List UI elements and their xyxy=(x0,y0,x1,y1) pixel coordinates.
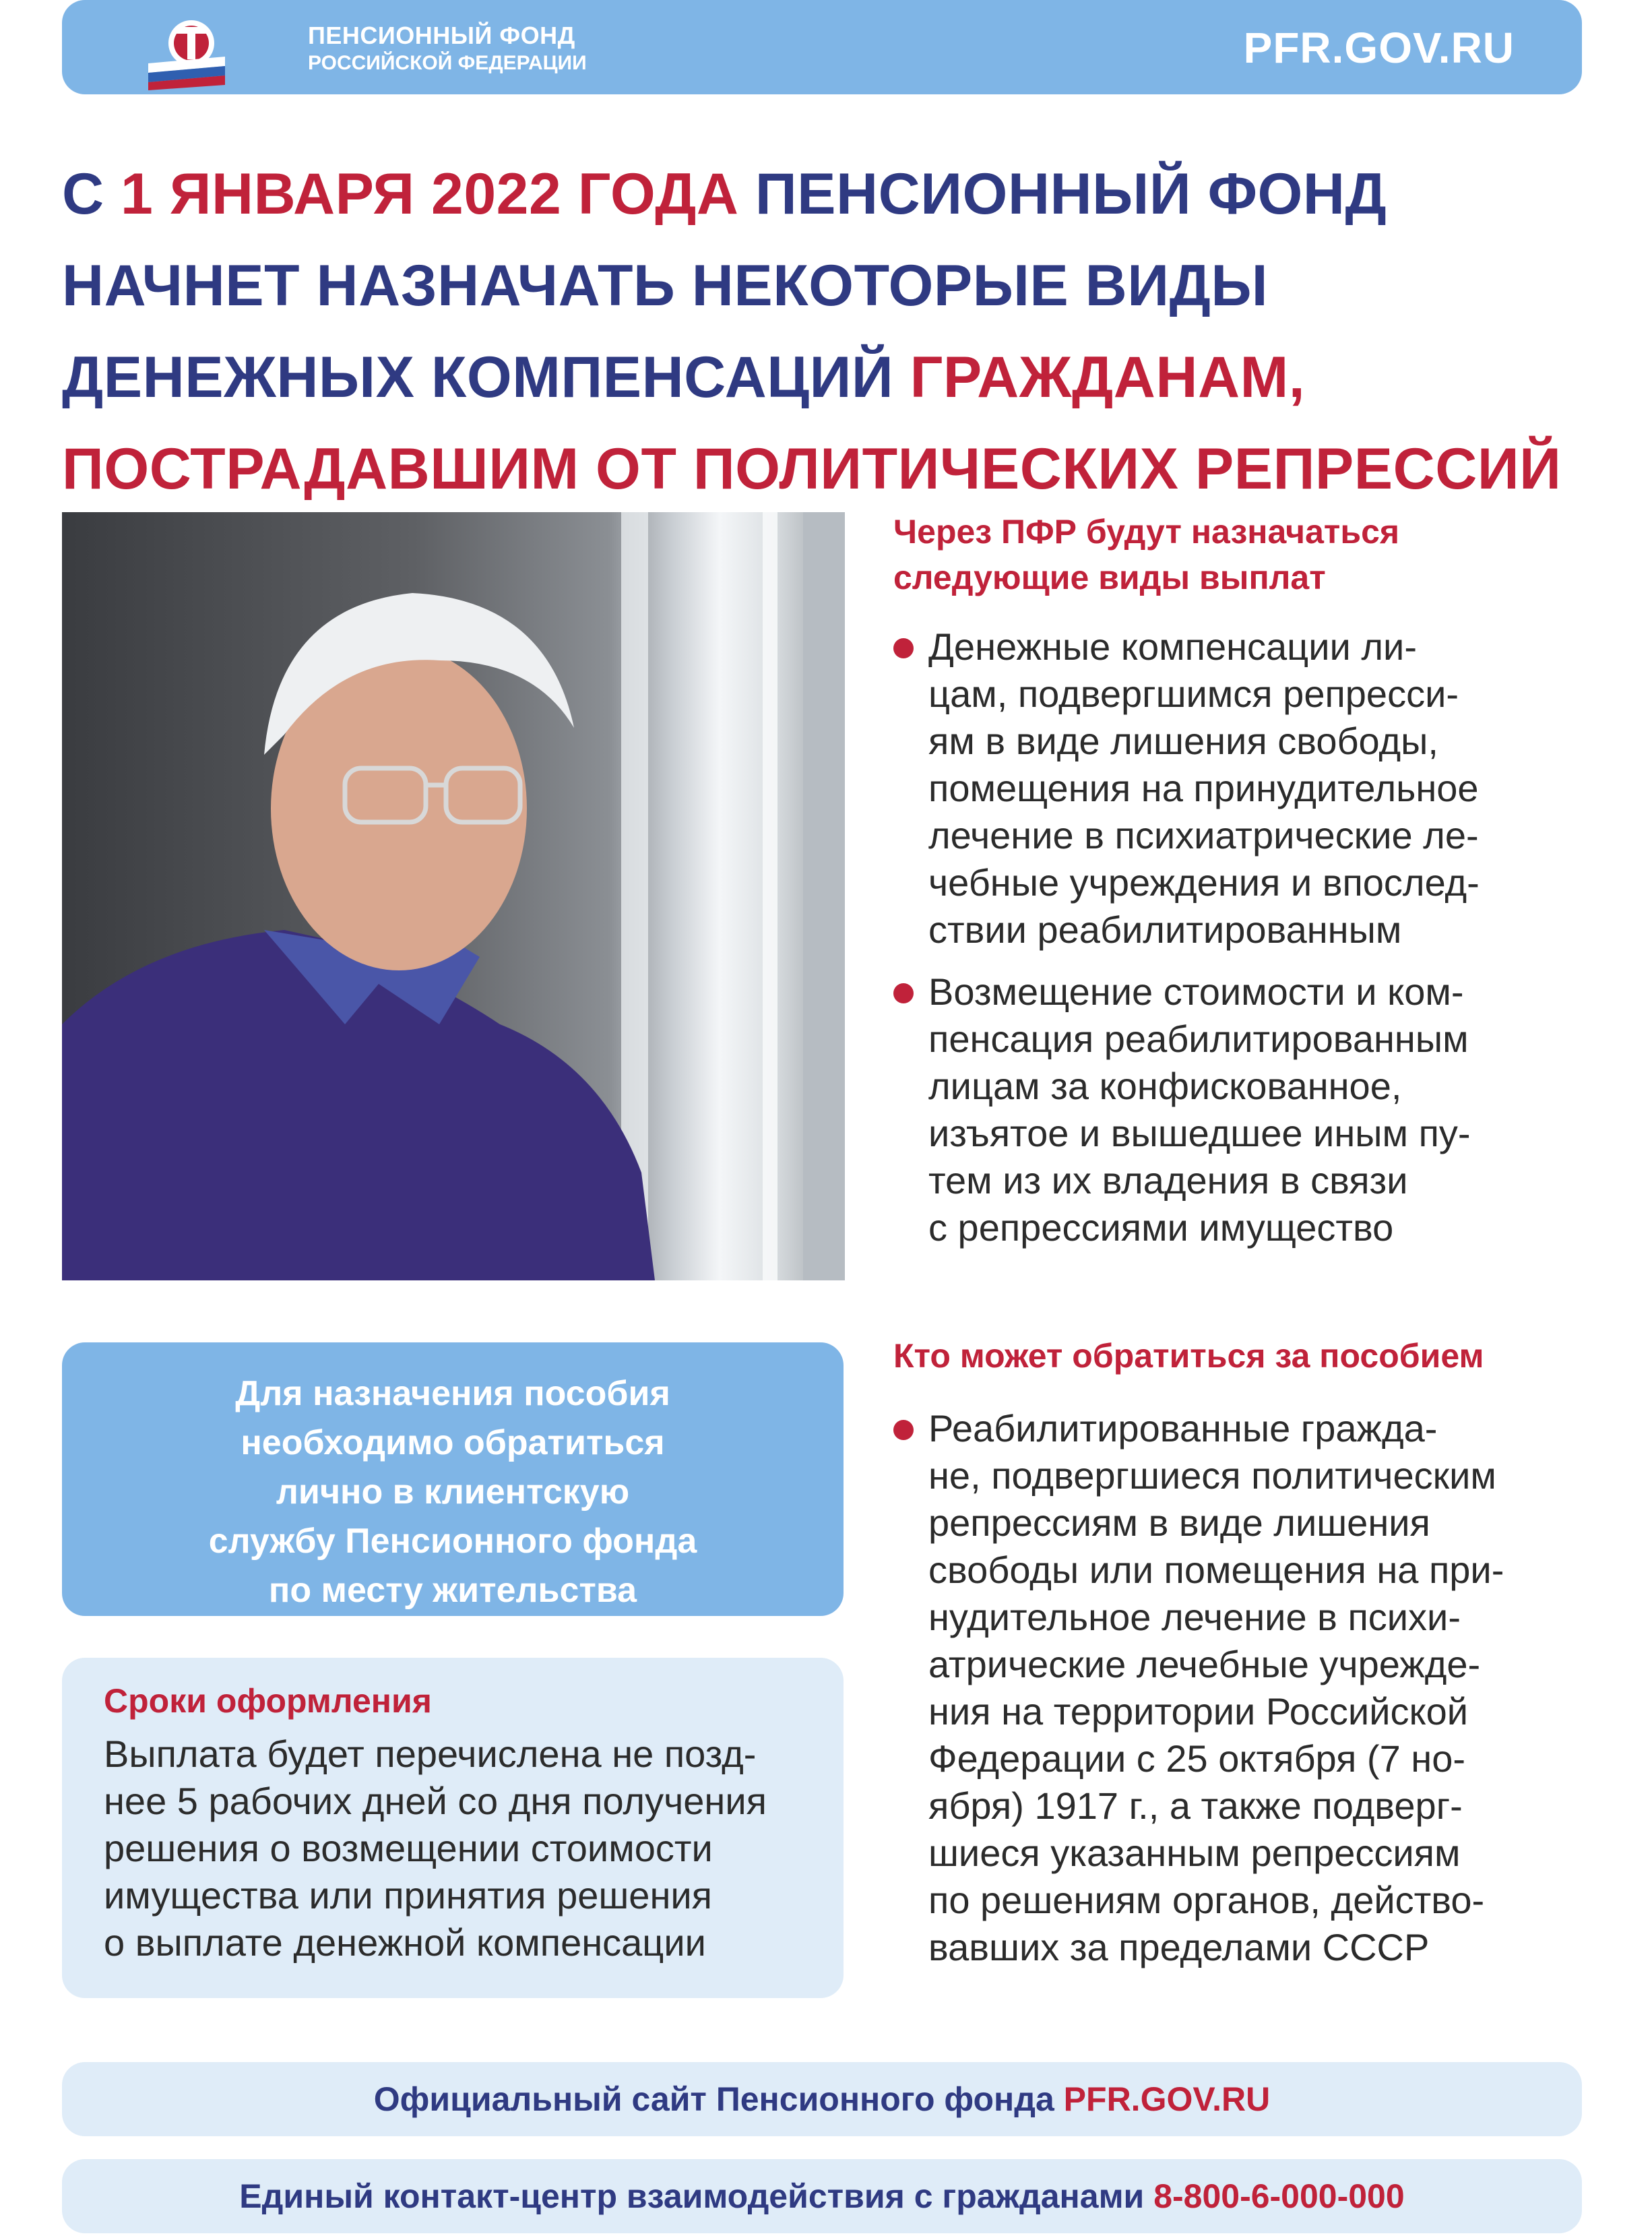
terms-title: Сроки оформления xyxy=(104,1682,432,1720)
footer-site-link[interactable]: PFR.GOV.RU xyxy=(1063,2080,1271,2118)
elderly-man-photo xyxy=(62,512,845,1280)
eligibility-item-text: Реабилитированные гражда- не, подвергшиеся политическим репрессиям в виде лишения свободы или помещения на при- нудительное лечение в психи- атрические лечебные учрежде- ния на территории Российской Федерации с 25 октября (7 но- ября) 1917 г., а также подверг- шиеся указанным репрессиям по решениям органов, действо- вавших за пределами СССР xyxy=(928,1407,1504,1968)
headline-line2: НАЧНЕТ НАЗНАЧАТЬ НЕКОТОРЫЕ ВИДЫ xyxy=(62,253,1269,318)
payments-list xyxy=(893,623,1594,1266)
headline-line3-part1: ДЕНЕЖНЫХ КОМПЕНСАЦИЙ xyxy=(62,345,910,410)
org-name-line2: РОССИЙСКОЙ ФЕДЕРАЦИИ xyxy=(308,52,587,74)
eligibility-list xyxy=(893,1405,1594,1986)
eligibility-title: Кто может обратиться за пособием xyxy=(893,1337,1484,1375)
bullet-dot-icon xyxy=(893,638,914,658)
footer-phone-label: Единый контакт-центр взаимодействия с гражданами xyxy=(239,2177,1154,2215)
photo-illustration xyxy=(62,512,845,1280)
footer-site-label: Официальный сайт Пенсионного фонда xyxy=(373,2080,1064,2118)
page-headline xyxy=(62,148,1612,515)
footer-site-bar xyxy=(62,2062,1582,2136)
headline-line1-part3: ПЕНСИОННЫЙ ФОНД xyxy=(738,162,1387,226)
org-name xyxy=(308,20,587,76)
payments-item-text: Возмещение стоимости и ком- пенсация реабилитированным лицам за конфискованное, изъятое и вышедшее иным пу- тем из их владения в связи с репрессиями имущество xyxy=(928,970,1471,1249)
header-site-link[interactable]: PFR.GOV.RU xyxy=(1243,24,1515,72)
list-item xyxy=(893,623,1594,954)
terms-body: Выплата будет перечислена не позд- нее 5 рабочих дней со дня получения решения о возмещении стоимости имущества или принятия решения о выплате денежной компенсации xyxy=(104,1733,767,1964)
payments-title: Через ПФР будут назначаться следующие виды выплат xyxy=(893,513,1400,596)
list-item xyxy=(893,1405,1594,1971)
headline-date: 1 ЯНВАРЯ 2022 ГОДА xyxy=(121,162,739,226)
terms-box xyxy=(62,1658,844,1998)
headline-line1-part1: С xyxy=(62,162,121,226)
bullet-dot-icon xyxy=(893,1420,914,1440)
payments-item-text: Денежные компенсации ли- цам, подвергшимся репресси- ям в виде лишения свободы, помещения на принудительное лечение в психиатрические ле- чебные учреждения и впослед- ствии реабилитированным xyxy=(928,625,1480,951)
footer-phone-bar xyxy=(62,2159,1582,2233)
footer-phone-number[interactable]: 8-800-6-000-000 xyxy=(1153,2177,1405,2215)
org-name-line1: ПЕНСИОННЫЙ ФОНД xyxy=(308,22,575,49)
bullet-dot-icon xyxy=(893,983,914,1003)
header-bar xyxy=(62,0,1582,94)
application-callout: Для назначения пособия необходимо обратиться лично в клиентскую службу Пенсионного фонда по месту жительства xyxy=(62,1342,844,1616)
pfr-logo-icon xyxy=(144,15,286,90)
headline-line4: ПОСТРАДАВШИМ ОТ ПОЛИТИЧЕСКИХ РЕПРЕССИЙ xyxy=(62,437,1562,501)
list-item xyxy=(893,968,1594,1251)
headline-line3-part2: ГРАЖДАНАМ, xyxy=(910,345,1306,410)
